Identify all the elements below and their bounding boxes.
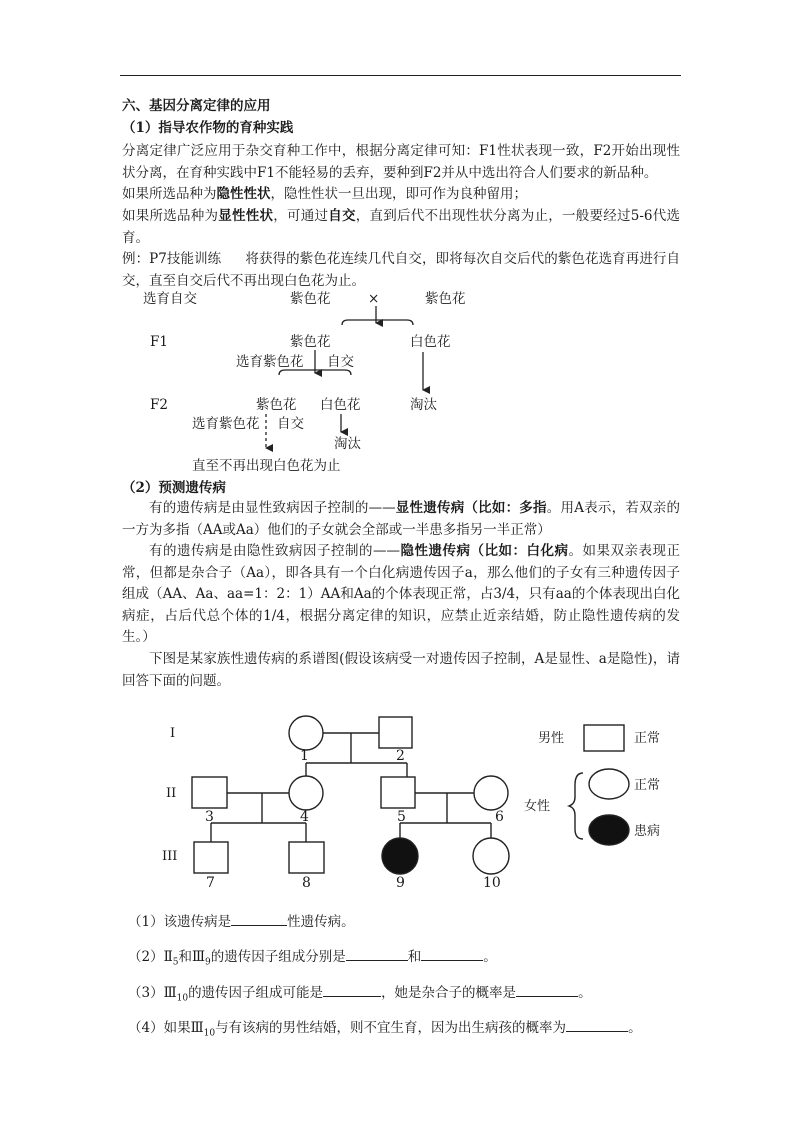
f1-purple: 紫色花 <box>290 334 331 350</box>
label-6: 6 <box>495 809 504 825</box>
individual-5-male <box>381 777 415 808</box>
select-purple-label: 选育紫色花 <box>236 354 304 370</box>
legend-male-symbol <box>584 725 624 751</box>
individual-7-male <box>194 842 228 873</box>
individual-8-male <box>289 842 324 873</box>
legend-male-label: 男性 <box>538 731 565 746</box>
label-3: 3 <box>205 809 214 825</box>
select-purple-label-2: 选育紫色花 <box>192 416 260 432</box>
label-9: 9 <box>396 875 405 891</box>
header-rule <box>120 75 681 76</box>
paragraph-recessive-disease: 有的遗传病是由隐性致病因子控制的——隐性遗传病（比如：白化病。如果双亲表现正常，但都是杂合子（Aa），即各具有一个白化病遗传因子a，那么他们的子女有三种遗传因子组成（AA、Aa、aa=1：2：1）AA和Aa的个体表现正常，占3/4，只有aa的个体表现出白化病症，占后代总个体的1/4，根据分离定律的知识，应禁止近亲结婚，防止隐性遗传病的发生。） <box>122 543 680 645</box>
label-2: 2 <box>396 748 405 764</box>
paragraph-recessive: 如果所选品种为隐性性状，隐性性状一旦出现，即可作为良种留用； <box>122 186 527 202</box>
paragraph-breeding-intro: 分离定律广泛应用于杂交育种工作中，根据分离定律可知：F1性状表现一致，F2开始出现性状分离，在育种实践中F1不能轻易的丢弃，要种到F2并从中选出符合人们要求的新品种。 <box>122 143 680 181</box>
selfing-label-2: 自交 <box>277 416 304 432</box>
breeding-diagram <box>0 280 800 480</box>
label-5: 5 <box>397 809 406 825</box>
f1-white: 白色花 <box>410 334 451 350</box>
legend-female-label: 女性 <box>524 799 551 814</box>
row-label-select-self: 选育自交 <box>143 291 197 307</box>
label-4: 4 <box>300 809 309 825</box>
f1-label: F1 <box>150 334 168 350</box>
subheading-disease: （2）预测遗传病 <box>122 480 226 496</box>
question-3: $(3)Ⅲ_{10}$的遗传因子组成可能是 ，她是杂合子的概率是 。 <box>128 981 592 1004</box>
individual-6-female <box>474 776 508 810</box>
label-8: 8 <box>302 875 311 891</box>
individual-4-female <box>289 776 323 810</box>
until-no-white-label: 直至不再出现白色花为止 <box>192 458 341 474</box>
answer-blank-4[interactable] <box>566 1017 628 1032</box>
selfing-label: 自交 <box>327 354 354 370</box>
parent-purple-right: 紫色花 <box>425 291 466 307</box>
individual-10-female <box>473 838 509 874</box>
subheading-breeding: （1）指导农作物的育种实践 <box>122 120 294 136</box>
legend-affected-label: 患病 <box>634 824 661 839</box>
f2-purple: 紫色花 <box>256 397 297 413</box>
label-10: 10 <box>483 875 501 891</box>
f2-label: F2 <box>150 397 168 413</box>
answer-blank-2a[interactable] <box>346 946 408 961</box>
legend-brace <box>569 773 583 839</box>
question-1: （1）该遗传病是 性遗传病。 <box>128 910 355 930</box>
cross-brace <box>342 320 413 325</box>
answer-blank-1[interactable] <box>231 911 287 926</box>
answer-blank-2b[interactable] <box>421 946 483 961</box>
parent-purple-left: 紫色花 <box>290 291 331 307</box>
individual-1-female <box>289 716 323 750</box>
paragraph-example: 例：P7技能训练 将获得的紫色花连续几代自交，即将每次自交后代的紫色花选育再进行自交，直至自交后代不再出现白色花为止。 <box>122 251 680 289</box>
eliminate-label-2: 淘汰 <box>334 436 361 452</box>
paragraph-dominant-disease: 有的遗传病是由显性致病因子控制的——显性遗传病（比如：多指。用A表示，若双亲的一方为多指（AA或Aa）他们的子女就会全部或一半患多指另一半正常） <box>122 500 681 538</box>
individual-2-male <box>379 717 412 748</box>
generation-label-iii: III <box>162 849 178 864</box>
individual-9-affected-female <box>382 838 418 874</box>
legend-female-affected-symbol <box>589 815 629 845</box>
generation-label-ii: II <box>166 786 177 801</box>
f2-white: 白色花 <box>320 397 361 413</box>
question-4: （4）如果$Ⅲ_{10}$与有该病的男性结婚，则不宜生育，因为出生病孩的概率为 。 <box>128 1016 642 1039</box>
legend-female-normal-symbol <box>589 769 629 799</box>
legend-normal-label: 正常 <box>634 731 661 746</box>
paragraph-dominant: 如果所选品种为显性性状，可通过自交，直到后代不出现性状分离为止，一般要经过5-6代选育。 <box>122 208 680 246</box>
eliminate-label: 淘汰 <box>410 397 437 413</box>
answer-blank-3b[interactable] <box>516 982 578 997</box>
legend-normal-label-2: 正常 <box>634 778 661 793</box>
label-7: 7 <box>206 875 215 891</box>
pedigree-chart <box>0 705 800 895</box>
paragraph-pedigree-intro: 下图是某家族性遗传病的系谱图(假设该病受一对遗传因子控制，A是显性、a是隐性)，请回答下面的问题。 <box>122 651 680 689</box>
label-1: 1 <box>300 748 309 764</box>
generation-label-i: I <box>170 726 176 741</box>
individual-3-male <box>192 777 227 808</box>
answer-blank-3a[interactable] <box>323 982 381 997</box>
section-heading: 六、基因分离定律的应用 <box>122 98 271 114</box>
cross-symbol: × <box>368 291 380 307</box>
question-2: $(2)Ⅱ_5$和$Ⅲ_9$的遗传因子组成分别是 和 。 <box>128 945 497 968</box>
